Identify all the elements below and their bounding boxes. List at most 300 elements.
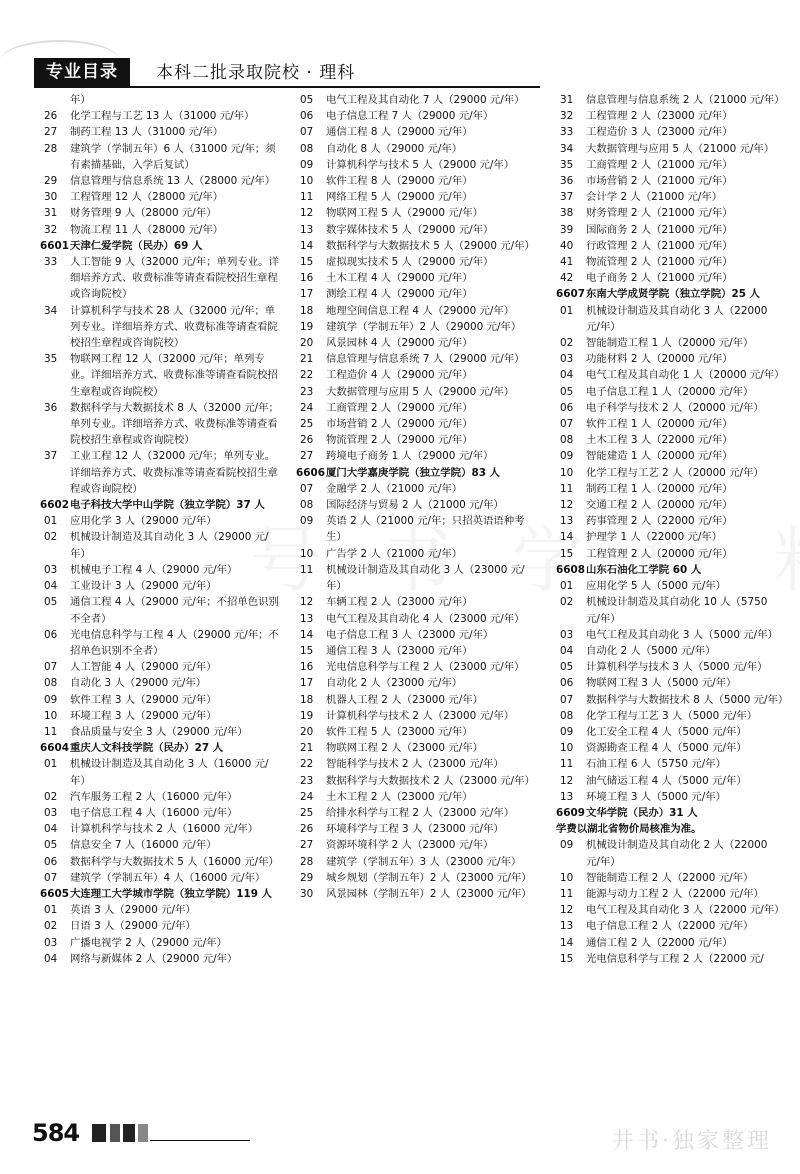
program-item <box>40 141 280 173</box>
program-item <box>556 238 784 254</box>
program-item <box>296 773 536 789</box>
program-item <box>556 367 784 383</box>
program-item <box>296 173 536 189</box>
program-text: 风景园林 4 人（29000 元/年） <box>326 337 473 350</box>
program-text: 测绘工程 4 人（29000 元/年） <box>326 288 473 301</box>
header-rule <box>34 86 540 88</box>
program-number: 13 <box>300 612 314 625</box>
program-item <box>40 108 280 124</box>
program-item <box>40 173 280 189</box>
program-item <box>40 578 280 594</box>
program-item <box>40 789 280 805</box>
program-text: 化学工程与工艺 2 人（20000 元/年） <box>586 466 764 479</box>
program-item <box>296 692 536 708</box>
program-item <box>296 886 536 902</box>
program-list <box>40 756 280 886</box>
program-text: 计算机科学与技术 5 人（29000 元/年） <box>326 158 515 171</box>
program-item <box>296 335 536 351</box>
program-item <box>556 918 784 934</box>
program-number: 26 <box>300 823 314 836</box>
program-item <box>556 481 784 497</box>
program-number: 20 <box>300 337 314 350</box>
program-number: 33 <box>560 126 574 139</box>
program-item <box>556 740 784 756</box>
section-label: 专业目录 <box>34 58 130 86</box>
program-list <box>556 578 789 805</box>
program-text: 自动化 2 人（5000 元/年） <box>586 644 716 657</box>
program-number: 09 <box>44 693 58 706</box>
program-number: 01 <box>44 904 58 917</box>
program-item <box>296 659 536 675</box>
program-number: 03 <box>560 628 574 641</box>
program-text: 电子信息工程 2 人（22000 元/年） <box>586 920 754 933</box>
program-item <box>296 837 536 853</box>
program-item <box>556 351 784 367</box>
program-text: 建筑学（学制五年）3 人（23000 元/年） <box>326 855 522 868</box>
program-text: 人工智能 4 人（29000 元/年） <box>70 661 217 674</box>
program-item <box>556 465 784 481</box>
program-number: 10 <box>44 709 58 722</box>
program-item <box>556 141 784 157</box>
program-number: 06 <box>44 855 58 868</box>
program-text: 日语 3 人（29000 元/年） <box>70 920 196 933</box>
program-text: 国际经济与贸易 2 人（21000 元/年） <box>326 499 504 512</box>
program-item <box>296 594 536 610</box>
program-item <box>556 173 784 189</box>
program-number: 05 <box>560 385 574 398</box>
program-item <box>556 124 784 140</box>
school-name: 天津仁爱学院（民办）69 人 <box>70 239 203 252</box>
program-number: 35 <box>44 353 58 366</box>
program-number: 06 <box>300 110 314 123</box>
program-text: 药事管理 2 人（22000 元/年） <box>586 515 733 528</box>
program-item <box>296 303 536 319</box>
program-text: 计算机科学与技术 2 人（23000 元/年） <box>326 709 515 722</box>
program-number: 16 <box>300 661 314 674</box>
program-number: 01 <box>560 580 574 593</box>
program-number: 02 <box>560 596 574 609</box>
program-number: 13 <box>560 790 574 803</box>
program-number: 40 <box>560 239 574 252</box>
program-item <box>40 854 280 870</box>
program-text: 城乡规划（学制五年）2 人（23000 元/年） <box>326 871 532 884</box>
program-text: 制药工程 1 人（20000 元/年） <box>586 482 733 495</box>
program-text: 电子信息工程 1 人（20000 元/年） <box>586 385 754 398</box>
program-item <box>40 935 280 951</box>
program-text: 交通工程 2 人（20000 元/年） <box>586 499 733 512</box>
footer-rule <box>150 1140 250 1141</box>
program-item <box>296 189 536 205</box>
program-list <box>296 92 536 465</box>
program-text: 机械设计制造及其自动化 3 人（23000 元/年） <box>326 563 525 593</box>
program-item <box>296 157 536 173</box>
program-text: 电子信息工程 3 人（23000 元/年） <box>326 628 494 641</box>
program-number: 07 <box>44 661 58 674</box>
program-item <box>40 659 280 675</box>
program-text: 英语 3 人（29000 元/年） <box>70 904 196 917</box>
program-text: 自动化 8 人（29000 元/年） <box>326 142 463 155</box>
program-item <box>556 627 784 643</box>
program-item <box>40 594 280 626</box>
program-text: 工程管理 12 人（28000 元/年） <box>70 191 224 204</box>
program-number: 12 <box>300 207 314 220</box>
program-item <box>556 578 784 594</box>
program-text: 财务管理 2 人（21000 元/年） <box>586 207 733 220</box>
program-number: 05 <box>44 839 58 852</box>
program-text: 机械设计制造及其自动化 3 人（29000 元/年） <box>70 531 269 560</box>
program-text: 市场营销 2 人（29000 元/年） <box>326 418 473 431</box>
program-item <box>296 805 536 821</box>
program-list <box>556 92 784 286</box>
program-list <box>40 513 280 740</box>
program-number: 14 <box>560 531 574 544</box>
program-text: 工程造价 4 人（29000 元/年） <box>326 369 473 382</box>
continuation-text: 年） <box>70 94 91 106</box>
program-item <box>556 773 784 789</box>
program-item <box>40 513 280 529</box>
program-number: 22 <box>300 369 314 382</box>
program-text: 电子科学与技术 2 人（20000 元/年） <box>586 401 764 414</box>
program-item <box>296 222 536 238</box>
program-text: 智能科学与技术 2 人（23000 元/年） <box>326 758 504 771</box>
program-text: 通信工程 8 人（29000 元/年） <box>326 126 473 139</box>
program-number: 29 <box>44 175 58 188</box>
program-number: 21 <box>300 742 314 755</box>
program-item <box>40 627 280 659</box>
school-entry <box>556 562 784 578</box>
program-item <box>40 724 280 740</box>
program-text: 财务管理 9 人（28000 元/年） <box>70 207 217 220</box>
program-number: 02 <box>44 920 58 933</box>
school-code: 6604 <box>40 742 69 755</box>
program-text: 电子商务 2 人（21000 元/年） <box>586 272 733 285</box>
program-item <box>556 92 784 108</box>
program-text: 信息管理与信息系统 2 人（21000 元/年） <box>586 94 785 106</box>
program-text: 制药工程 13 人（31000 元/年） <box>70 126 224 139</box>
program-text: 工程造价 3 人（23000 元/年） <box>586 126 733 139</box>
program-number: 36 <box>44 401 58 414</box>
program-item <box>40 692 280 708</box>
program-text: 跨境电子商务 1 人（29000 元/年） <box>326 450 494 463</box>
program-number: 04 <box>44 823 58 836</box>
program-item <box>556 708 784 724</box>
program-number: 06 <box>560 401 574 414</box>
program-text: 网络工程 5 人（29000 元/年） <box>326 191 473 204</box>
program-item <box>296 740 536 756</box>
program-number: 01 <box>44 515 58 528</box>
program-text: 土木工程 4 人（29000 元/年） <box>326 272 473 285</box>
program-text: 数据科学与大数据技术 8 人（5000 元/年） <box>586 693 789 706</box>
program-text: 计算机科学与技术 3 人（5000 元/年） <box>586 661 768 674</box>
program-number: 04 <box>44 952 58 965</box>
program-text: 通信工程 2 人（22000 元/年） <box>586 936 733 949</box>
program-number: 36 <box>560 175 574 188</box>
school-code: 6609 <box>556 806 585 819</box>
page-number: 584 <box>32 1119 80 1147</box>
page-header <box>0 0 800 90</box>
program-text: 地理空间信息工程 4 人（29000 元/年） <box>326 304 515 317</box>
program-number: 03 <box>44 936 58 949</box>
program-number: 26 <box>300 434 314 447</box>
program-number: 35 <box>560 158 574 171</box>
program-item <box>40 870 280 886</box>
program-number: 07 <box>300 126 314 139</box>
program-text: 食品质量与安全 3 人（29000 元/年） <box>70 725 248 738</box>
program-item <box>556 529 784 545</box>
program-text: 风景园林（学制五年）2 人（23000 元/年） <box>326 887 532 900</box>
program-item <box>40 902 280 918</box>
program-text: 化学工程与工艺 3 人（5000 元/年） <box>586 709 758 722</box>
program-text: 机械设计制造及其自动化 3 人（16000 元/年） <box>70 758 269 787</box>
program-item <box>556 384 784 400</box>
program-number: 15 <box>560 952 574 965</box>
program-text: 工程管理 2 人（20000 元/年） <box>586 547 733 560</box>
program-number: 07 <box>300 482 314 495</box>
program-item <box>556 270 784 286</box>
school-name: 东南大学成贤学院（独立学院）25 人 <box>586 288 760 301</box>
program-text: 数据科学与大数据技术 5 人（29000 元/年） <box>326 239 535 252</box>
program-item <box>556 432 784 448</box>
program-number: 18 <box>300 304 314 317</box>
program-text: 功能材料 2 人（20000 元/年） <box>586 353 733 366</box>
program-text: 光电信息科学与工程 4 人（29000 元/年；不招单色识别不全者） <box>70 628 279 657</box>
program-item <box>40 805 280 821</box>
school-name: 厦门大学嘉庚学院（独立学院）83 人 <box>326 466 500 479</box>
program-item <box>556 692 789 708</box>
program-number: 02 <box>44 790 58 803</box>
program-item <box>556 789 784 805</box>
school-name: 大连理工大学城市学院（独立学院）119 人 <box>70 887 272 900</box>
program-number: 05 <box>44 596 58 609</box>
program-list <box>40 902 280 967</box>
program-text: 建筑学（学制五年）6 人（31000 元/年；须有素描基础，入学后复试） <box>70 142 276 171</box>
program-number: 10 <box>300 175 314 188</box>
program-text: 数字媒体技术 5 人（29000 元/年） <box>326 223 494 236</box>
program-item <box>40 529 280 561</box>
program-item <box>40 254 280 303</box>
page-number-bar <box>92 1124 148 1142</box>
program-item <box>296 448 536 464</box>
program-number: 12 <box>560 774 574 787</box>
program-number: 17 <box>300 288 314 301</box>
program-text: 信息安全 7 人（16000 元/年） <box>70 839 217 852</box>
program-item <box>296 319 536 335</box>
program-item <box>556 416 784 432</box>
program-text: 建筑学（学制五年）2 人（29000 元/年） <box>326 320 522 333</box>
program-number: 09 <box>560 839 574 852</box>
program-number: 23 <box>300 385 314 398</box>
program-text: 电子信息工程 7 人（29000 元/年） <box>326 110 494 123</box>
program-text: 电子信息工程 4 人（16000 元/年） <box>70 806 238 819</box>
program-text: 资源勘查工程 4 人（5000 元/年） <box>586 742 747 755</box>
program-item <box>296 416 536 432</box>
program-number: 26 <box>44 110 58 123</box>
program-text: 会计学 2 人（21000 元/年） <box>586 191 723 204</box>
program-text: 英语 2 人（21000 元/年；只招英语语种考生） <box>326 515 525 544</box>
program-item <box>556 951 784 967</box>
program-number: 22 <box>300 758 314 771</box>
program-text: 数据科学与大数据技术 5 人（16000 元/年） <box>70 855 279 868</box>
program-number: 02 <box>560 337 574 350</box>
program-text: 智能建造 1 人（20000 元/年） <box>586 450 733 463</box>
program-number: 05 <box>300 94 314 106</box>
program-item <box>40 189 280 205</box>
program-number: 03 <box>44 563 58 576</box>
program-text: 通信工程 4 人（29000 元/年；不招单色识别不全者） <box>70 596 279 625</box>
program-item <box>556 513 784 529</box>
program-text: 环境工程 3 人（5000 元/年） <box>586 790 726 803</box>
program-item <box>296 108 536 124</box>
program-item <box>296 351 536 367</box>
program-text: 机械设计制造及其自动化 3 人（22000 元/年） <box>586 304 768 333</box>
program-item <box>40 675 280 691</box>
program-item <box>556 254 784 270</box>
program-text: 光电信息科学与工程 2 人（23000 元/年） <box>326 661 525 674</box>
school-entry <box>40 238 280 254</box>
program-number: 01 <box>560 304 574 317</box>
program-number: 14 <box>300 239 314 252</box>
program-item <box>296 870 536 886</box>
program-item <box>40 708 280 724</box>
program-text: 化工安全工程 4 人（5000 元/年） <box>586 725 747 738</box>
program-number: 28 <box>44 142 58 155</box>
program-text: 汽车服务工程 2 人（16000 元/年） <box>70 790 238 803</box>
program-text: 电气工程及其自动化 3 人（22000 元/年） <box>586 904 785 917</box>
program-text: 网络与新媒体 2 人（29000 元/年） <box>70 952 238 965</box>
program-text: 大数据管理与应用 5 人（29000 元/年） <box>326 385 515 398</box>
program-text: 软件工程 3 人（29000 元/年） <box>70 693 217 706</box>
program-item <box>296 367 536 383</box>
program-item <box>40 124 280 140</box>
program-item <box>296 497 536 513</box>
program-item <box>296 789 536 805</box>
program-number: 31 <box>44 207 58 220</box>
program-text: 能源与动力工程 2 人（22000 元/年） <box>586 887 764 900</box>
program-number: 12 <box>560 904 574 917</box>
program-number: 09 <box>560 725 574 738</box>
program-number: 37 <box>560 191 574 204</box>
school-name: 文华学院（民办）31 人 <box>586 806 698 819</box>
program-number: 07 <box>560 418 574 431</box>
program-number: 09 <box>560 450 574 463</box>
program-number: 20 <box>300 725 314 738</box>
program-item <box>296 756 536 772</box>
program-text: 电气工程及其自动化 1 人（20000 元/年） <box>586 369 785 382</box>
program-number: 31 <box>560 94 574 106</box>
program-number: 06 <box>44 628 58 641</box>
program-text: 机械设计制造及其自动化 2 人（22000 元/年） <box>586 839 768 868</box>
program-number: 29 <box>300 871 314 884</box>
program-text: 土木工程 3 人（22000 元/年） <box>586 434 733 447</box>
program-number: 38 <box>560 207 574 220</box>
program-item <box>40 205 280 221</box>
school-name: 电子科技大学中山学院（独立学院）37 人 <box>70 499 265 512</box>
school-entry <box>556 286 784 302</box>
program-number: 42 <box>560 272 574 285</box>
program-item <box>556 837 784 869</box>
program-number: 21 <box>300 353 314 366</box>
program-number: 25 <box>300 418 314 431</box>
program-item <box>556 157 784 173</box>
fee-note: 学费以湖北省物价局核准为准。 <box>556 823 702 836</box>
program-item <box>556 400 784 416</box>
program-number: 18 <box>300 693 314 706</box>
program-text: 数据科学与大数据技术 2 人（23000 元/年） <box>326 774 535 787</box>
program-item <box>296 627 536 643</box>
program-list <box>40 108 280 238</box>
program-item <box>556 448 784 464</box>
program-text: 电气工程及其自动化 7 人（29000 元/年） <box>326 94 525 106</box>
program-item <box>296 546 536 562</box>
program-list <box>296 481 536 902</box>
program-text: 物联网工程 12 人（32000 元/年；单列专业。详细培养方式、收费标准等请查看院校招生章程或咨询院校） <box>70 353 278 398</box>
program-number: 11 <box>300 563 314 576</box>
school-entry <box>40 886 280 902</box>
program-number: 08 <box>300 142 314 155</box>
program-item <box>296 562 536 594</box>
program-text: 物联网工程 5 人（29000 元/年） <box>326 207 483 220</box>
program-item <box>556 886 784 902</box>
program-item <box>556 594 784 626</box>
program-text: 工程管理 2 人（23000 元/年） <box>586 110 733 123</box>
program-item <box>296 254 536 270</box>
program-number: 11 <box>560 758 574 771</box>
program-text: 物流工程 11 人（28000 元/年） <box>70 223 224 236</box>
program-text: 工商管理 2 人（29000 元/年） <box>326 401 473 414</box>
program-text: 土木工程 2 人（23000 元/年） <box>326 790 473 803</box>
program-text: 人工智能 9 人（32000 元/年；单列专业。详细培养方式、收费标准等请查看院校招生章程或咨询院校） <box>70 256 279 301</box>
program-text: 自动化 3 人（29000 元/年） <box>70 677 207 690</box>
program-item <box>296 400 536 416</box>
school-code: 6607 <box>556 288 585 301</box>
program-number: 32 <box>44 223 58 236</box>
program-number: 19 <box>300 320 314 333</box>
program-number: 30 <box>44 191 58 204</box>
program-number: 14 <box>300 628 314 641</box>
program-text: 物联网工程 2 人（23000 元/年） <box>326 742 483 755</box>
program-number: 15 <box>300 256 314 269</box>
program-item <box>556 870 784 886</box>
program-text: 虚拟现实技术 5 人（29000 元/年） <box>326 256 494 269</box>
program-item <box>556 546 784 562</box>
program-number: 37 <box>44 450 58 463</box>
program-text: 油气储运工程 4 人（5000 元/年） <box>586 774 747 787</box>
program-number: 13 <box>560 515 574 528</box>
program-item <box>40 837 280 853</box>
program-text: 工商管理 2 人（21000 元/年） <box>586 158 733 171</box>
school-code: 6605 <box>40 887 69 900</box>
program-item <box>40 303 280 352</box>
program-item <box>296 141 536 157</box>
program-text: 物流管理 2 人（29000 元/年） <box>326 434 473 447</box>
program-number: 34 <box>560 142 574 155</box>
program-list <box>556 303 784 562</box>
program-text: 电气工程及其自动化 4 人（23000 元/年） <box>326 612 525 625</box>
program-number: 10 <box>300 547 314 560</box>
program-text: 智能制造工程 2 人（22000 元/年） <box>586 871 754 884</box>
program-text: 车辆工程 2 人（23000 元/年） <box>326 596 473 609</box>
program-number: 14 <box>560 936 574 949</box>
program-number: 27 <box>300 450 314 463</box>
program-text: 计算机科学与技术 28 人（32000 元/年；单列专业。详细培养方式、收费标准等请查看院校招生章程或咨询院校） <box>70 304 278 350</box>
program-text: 金融学 2 人（21000 元/年） <box>326 482 463 495</box>
program-text: 市场营销 2 人（21000 元/年） <box>586 175 733 188</box>
program-item <box>296 643 536 659</box>
program-item <box>556 935 784 951</box>
program-number: 09 <box>300 515 314 528</box>
program-item <box>556 205 784 221</box>
program-number: 25 <box>300 806 314 819</box>
